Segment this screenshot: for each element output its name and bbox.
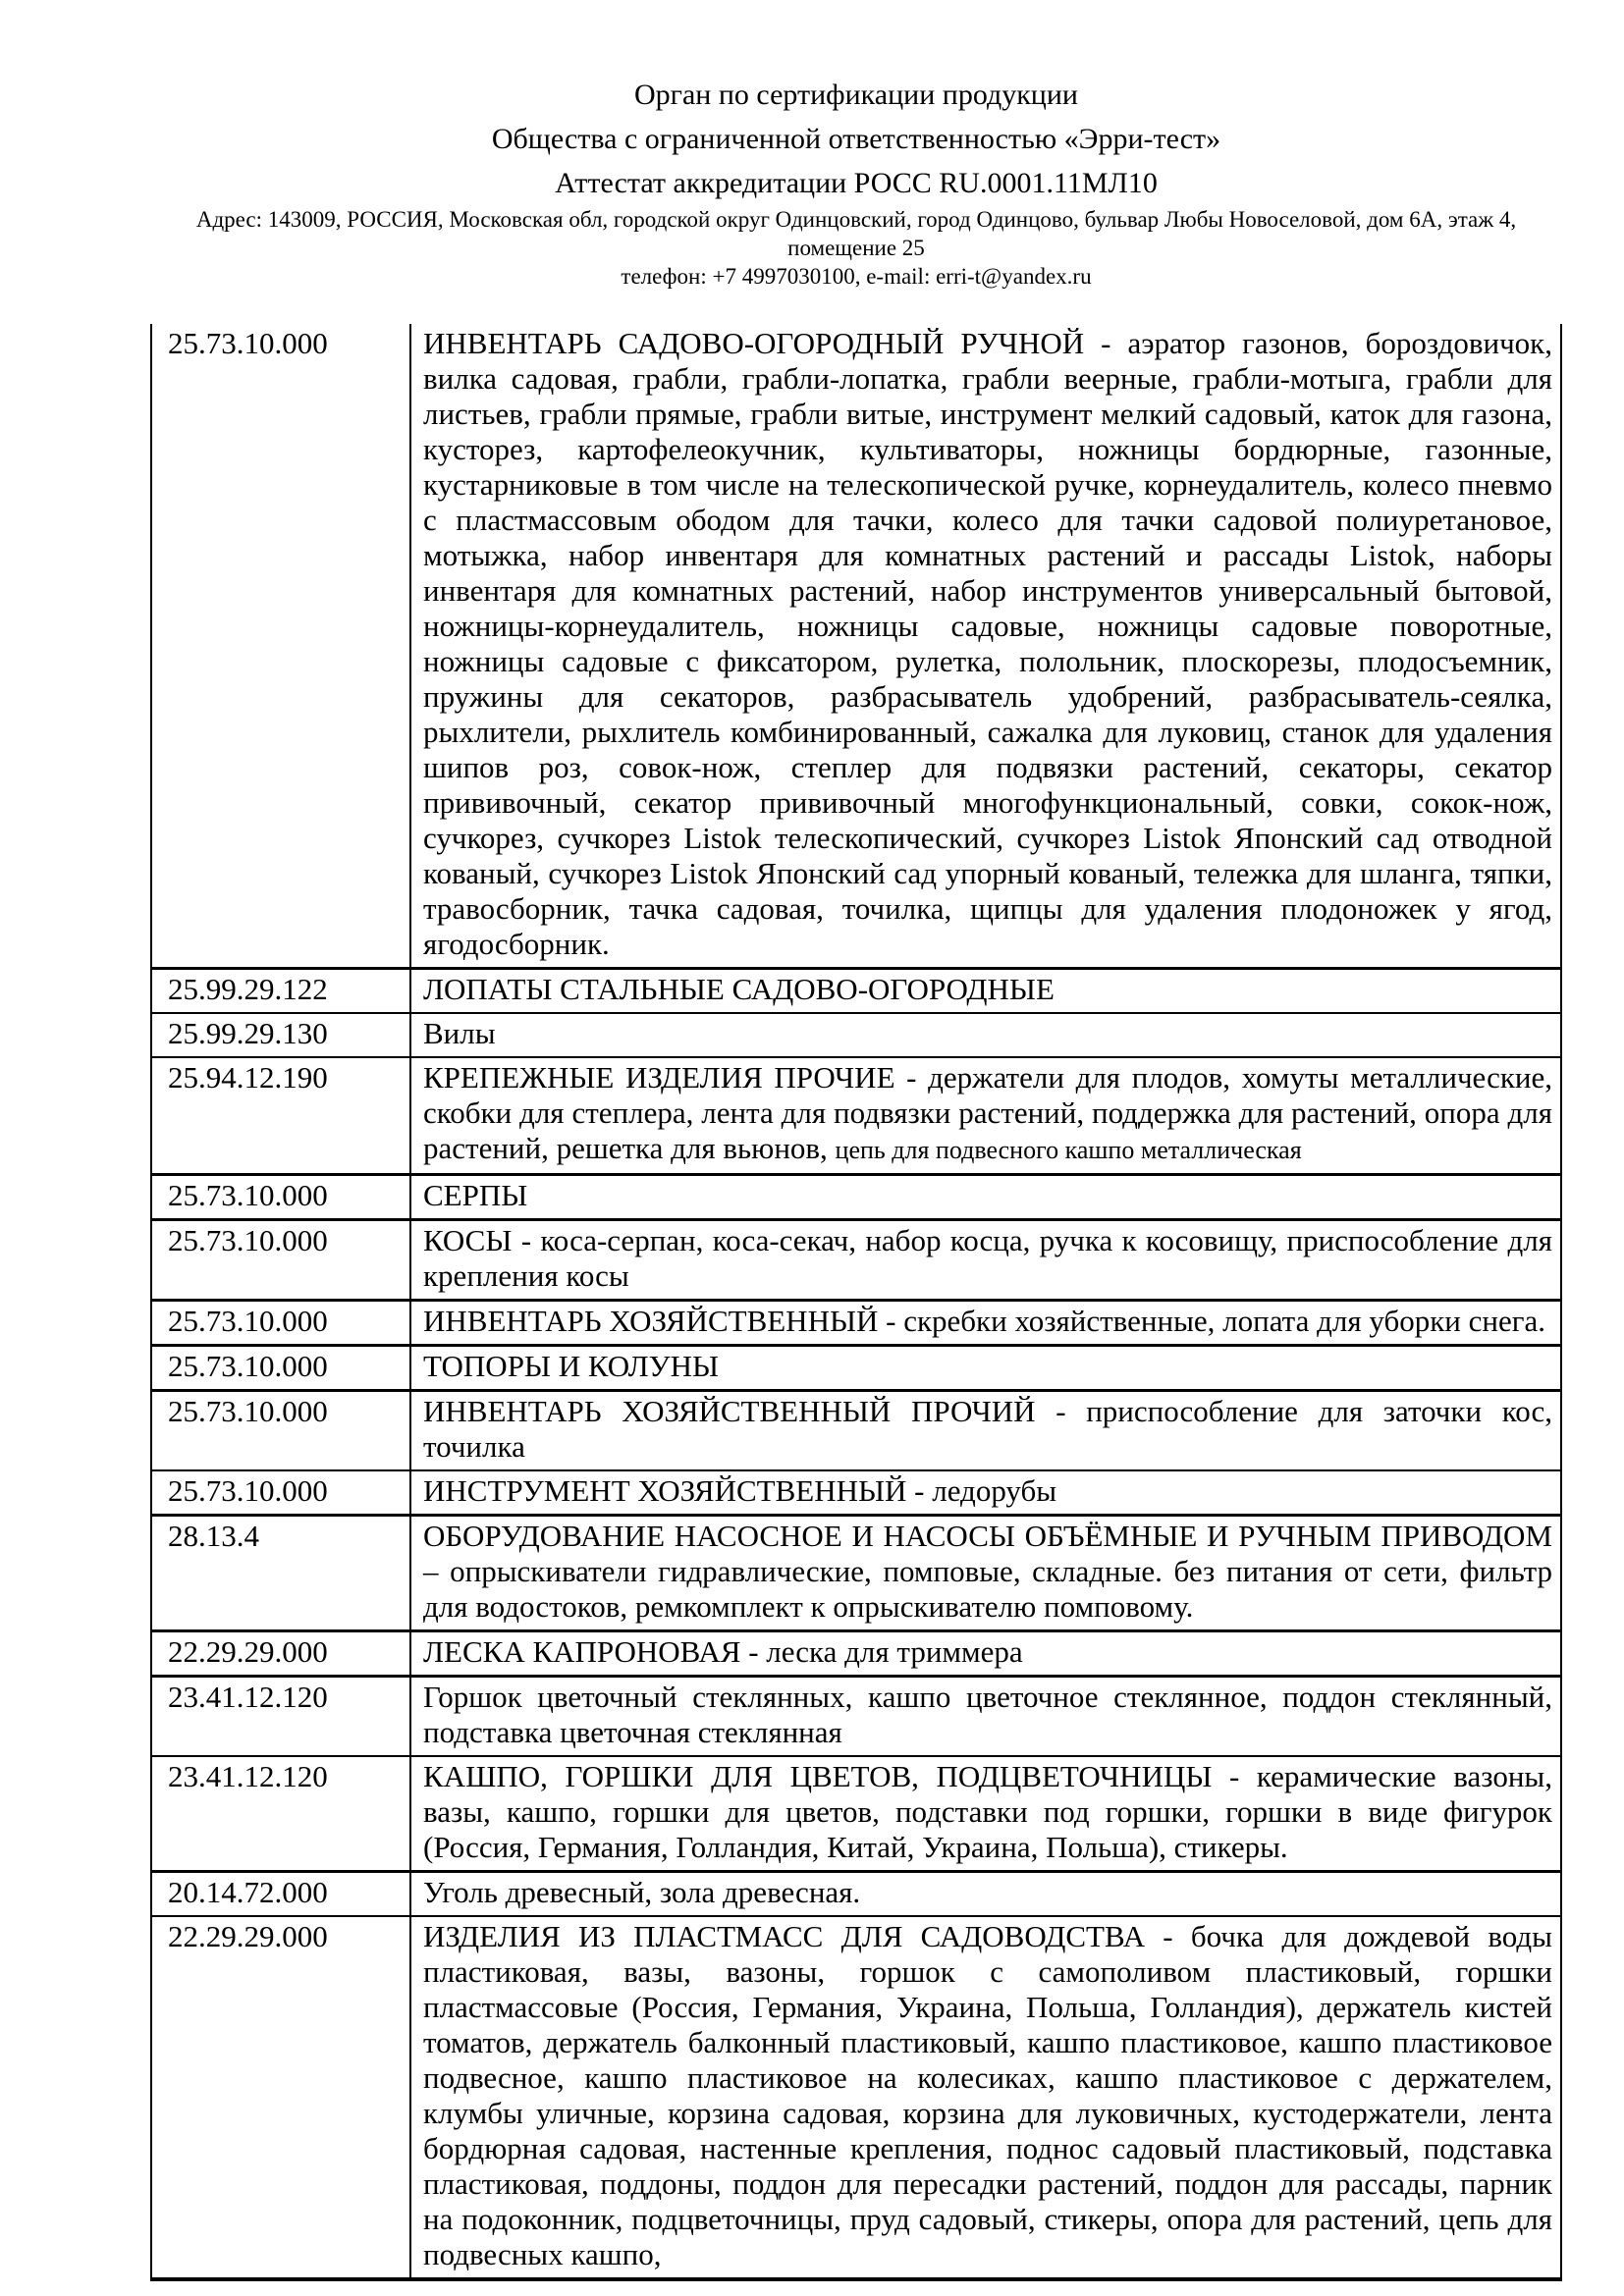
document-header — [150, 0, 1562, 291]
code-cell: 25.94.12.190 — [151, 1057, 410, 1175]
table-row — [151, 1220, 1561, 1301]
products-table-body — [151, 324, 1561, 2279]
document-content — [150, 0, 1562, 2281]
description-text: ИНВЕНТАРЬ ХОЗЯЙСТВЕННЫЙ ПРОЧИЙ - приспособление для заточки кос, точилка — [423, 1394, 1552, 1464]
code-cell: 20.14.72.000 — [151, 1872, 410, 1917]
table-row — [151, 1872, 1561, 1917]
description-cell — [410, 1470, 1561, 1516]
description-cell — [410, 1013, 1561, 1057]
header-address-line2: помещение 25 — [787, 236, 925, 260]
code-cell: 25.73.10.000 — [151, 1220, 410, 1301]
header-company-line: Общества с ограниченной ответственностью «Эрри-тест» — [491, 123, 1221, 155]
description-text: КАШПО, ГОРШКИ ДЛЯ ЦВЕТОВ, ПОДЦВЕТОЧНИЦЫ - керамические вазоны, вазы, кашпо, горшки для цветов, подставки под горшки, горшки в виде фигурок (Россия, Германия, Голландия, Китай, Украина, Польша), стикеры. — [423, 1759, 1552, 1864]
table-row — [151, 1470, 1561, 1516]
description-text: КРЕПЕЖНЫЕ ИЗДЕЛИЯ ПРОЧИЕ - держатели для плодов, хомуты металлические, скобки для степлера, лента для подвязки растений, поддержка для растений, опора для растений, решетка для вьюнов, — [423, 1060, 1552, 1165]
code-cell: 23.41.12.120 — [151, 1756, 410, 1872]
description-cell — [410, 1057, 1561, 1175]
code-cell: 25.73.10.000 — [151, 1175, 410, 1220]
description-cell — [410, 1872, 1561, 1917]
description-text: Уголь древесный, зола древесная. — [423, 1875, 861, 1909]
description-text: ИНСТРУМЕНТ ХОЗЯЙСТВЕННЫЙ - ледорубы — [423, 1473, 1057, 1508]
description-text: КОСЫ - коса-серпан, коса-секач, набор косца, ручка к косовищу, приспособление для крепления косы — [423, 1223, 1552, 1293]
description-cell — [410, 1346, 1561, 1391]
code-cell: 25.99.29.122 — [151, 969, 410, 1014]
description-text: ТОПОРЫ И КОЛУНЫ — [423, 1349, 719, 1383]
description-cell — [410, 324, 1561, 969]
table-row — [151, 1057, 1561, 1175]
code-cell: 23.41.12.120 — [151, 1677, 410, 1757]
table-row — [151, 1756, 1561, 1872]
description-cell — [410, 1631, 1561, 1677]
description-cell — [410, 1220, 1561, 1301]
code-cell: 22.29.29.000 — [151, 1916, 410, 2279]
description-text-small: цепь для подвесного кашпо металлическая — [835, 1136, 1302, 1164]
description-cell — [410, 1756, 1561, 1872]
code-cell: 25.73.10.000 — [151, 1301, 410, 1346]
table-row — [151, 324, 1561, 969]
code-cell: 25.73.10.000 — [151, 1470, 410, 1516]
products-table — [150, 324, 1562, 2281]
code-cell: 25.73.10.000 — [151, 1391, 410, 1471]
code-cell: 28.13.4 — [151, 1516, 410, 1631]
table-row — [151, 1631, 1561, 1677]
table-row — [151, 1391, 1561, 1471]
description-text: СЕРПЫ — [423, 1178, 528, 1212]
description-text: ИЗДЕЛИЯ ИЗ ПЛАСТМАСС ДЛЯ САДОВОДСТВА - бочка для дождевой воды пластиковая, вазы, вазоны, горшок с самополивом пластиковый, горшки пластмассовые (Россия, Германия, Украина, Польша, Голландия), держатель кистей томатов, держатель балконный пластиковый, кашпо пластиковое, кашпо пластиковое подвесное, кашпо пластиковое на колесиках, кашпо пластиковое с держателем, клумбы уличные, корзина садовая, корзина для луковичных, кустодержатели, лента бордюрная садовая, настенные крепления, поднос садовый пластиковый, подставка пластиковая, поддоны, поддон для пересадки растений, поддон для рассады, парник на подоконник, подцветочницы, пруд садовый, стикеры, опора для растений, цепь для подвесных кашпо, — [423, 1919, 1552, 2271]
header-address-line1: Адрес: 143009, РОССИЯ, Московская обл, городской округ Одинцовский, город Одинцово, бульвар Любы Новоселовой, дом 6А, этаж 4, — [195, 207, 1517, 232]
header-org-line: Орган по сертификации продукции — [634, 79, 1078, 111]
description-cell — [410, 1301, 1561, 1346]
description-text: Горшок цветочный стеклянных, кашпо цветочное стеклянное, поддон стеклянный, подставка цветочная стеклянная — [423, 1680, 1552, 1749]
table-row — [151, 1301, 1561, 1346]
table-row — [151, 1516, 1561, 1631]
code-cell: 25.73.10.000 — [151, 1346, 410, 1391]
header-contacts-line: телефон: +7 4997030100, e-mail: erri-t@yandex.ru — [621, 264, 1092, 289]
table-row — [151, 1677, 1561, 1757]
table-row — [151, 1013, 1561, 1057]
code-cell: 25.99.29.130 — [151, 1013, 410, 1057]
description-text: ОБОРУДОВАНИЕ НАСОСНОЕ И НАСОСЫ ОБЪЁМНЫЕ И РУЧНЫМ ПРИВОДОМ – опрыскиватели гидравлические, помповые, складные. без питания от сети, фильтр для водостоков, ремкомплект к опрыскивателю помповому. — [423, 1519, 1552, 1624]
description-text: ИНВЕНТАРЬ САДОВО-ОГОРОДНЫЙ РУЧНОЙ - аэратор газонов, бороздовичок, вилка садовая, грабли, грабли-лопатка, грабли веерные, грабли-мотыга, грабли для листьев, грабли прямые, грабли витые, инструмент мелкий садовый, каток для газона, кусторез, картофелеокучник, культиваторы, ножницы бордюрные, газонные, кустарниковые в том числе на телескопической ручке, корнеудалитель, колесо пневмо с пластмассовым ободом для тачки, колесо для тачки садовой полиуретановое, мотыжка, набор инвентаря для комнатных растений и рассады Listok, наборы инвентаря для комнатных растений, набор инструментов универсальный бытовой, ножницы-корнеудалитель, ножницы садовые, ножницы садовые поворотные, ножницы садовые с фиксатором, рулетка, полольник, плоскорезы, плодосъемник, пружины для секаторов, разбрасыватель удобрений, разбрасыватель-сеялка, рыхлители, рыхлитель комбинированный, сажалка для луковиц, станок для удаления шипов роз, совок-нож, степлер для подвязки растений, секаторы, секатор прививочный, секатор прививочный многофункциональный, совки, сокок-нож, сучкорез, сучкорез Listok телескопический, сучкорез Listok Японский сад отводной кованый, сучкорез Listok Японский сад упорный кованый, тележка для шланга, тяпки, травосборник, тачка садовая, точилка, щипцы для удаления плодоножек у ягод, ягодосборник. — [423, 326, 1552, 961]
description-cell — [410, 1516, 1561, 1631]
description-text: ЛЕСКА КАПРОНОВАЯ - леска для триммера — [423, 1634, 1023, 1669]
description-cell — [410, 1677, 1561, 1757]
table-row — [151, 1175, 1561, 1220]
header-accreditation-line: Аттестат аккредитации РОСС RU.0001.11МЛ10 — [555, 167, 1158, 199]
description-cell — [410, 1391, 1561, 1471]
code-cell: 22.29.29.000 — [151, 1631, 410, 1677]
table-row — [151, 1916, 1561, 2279]
description-text: ЛОПАТЫ СТАЛЬНЫЕ САДОВО-ОГОРОДНЫЕ — [423, 972, 1055, 1006]
description-text: Вилы — [423, 1016, 496, 1050]
code-cell: 25.73.10.000 — [151, 324, 410, 969]
description-cell — [410, 1916, 1561, 2279]
description-cell — [410, 1175, 1561, 1220]
table-row — [151, 1346, 1561, 1391]
description-cell — [410, 969, 1561, 1014]
table-row — [151, 969, 1561, 1014]
description-text: ИНВЕНТАРЬ ХОЗЯЙСТВЕННЫЙ - скребки хозяйственные, лопата для уборки снега. — [423, 1304, 1545, 1338]
